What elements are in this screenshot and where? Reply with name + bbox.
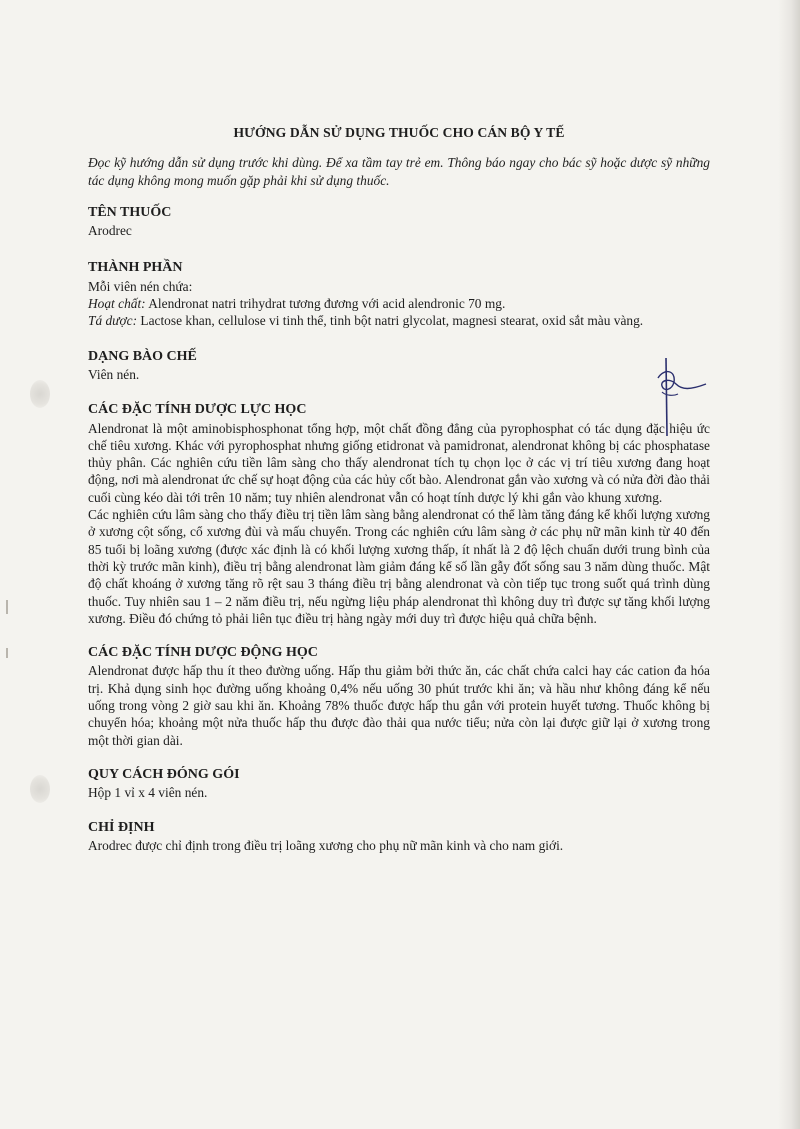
heading-duoc-dong-hoc: CÁC ĐẶC TÍNH DƯỢC ĐỘNG HỌC [88, 645, 318, 661]
document-title: HƯỚNG DẪN SỬ DỤNG THUỐC CHO CÁN BỘ Y TẾ [233, 125, 565, 140]
heading-ten-thuoc: TÊN THUỐC [88, 204, 172, 220]
excipients [88, 312, 710, 329]
heading-chi-dinh: CHỈ ĐỊNH [88, 819, 155, 835]
heading-thanh-phan: THÀNH PHẦN [88, 260, 183, 276]
heading-dang-bao-che: DẠNG BÀO CHẾ [88, 348, 197, 364]
active-ingredient-label: Hoạt chất: [88, 296, 146, 312]
excipients-text: Lactose khan, cellulose vi tinh thể, tinh bột natri glycolat, magnesi stearat, oxid sắt màu vàng. [137, 313, 644, 329]
punch-hole [30, 380, 50, 408]
indications: Arodrec được chỉ định trong điều trị loãng xương cho phụ nữ mãn kinh và cho nam giới. [88, 837, 564, 853]
scan-mark [6, 600, 8, 614]
pharmacodynamics-p1: Alendronat là một aminobisphosphonat tổng hợp, một chất đồng đẳng của pyrophosphat có tác dụng đặc hiệu ức chế tiêu xương. Khác với pyrophosphat nhưng giống etidronat và pamidronat, alendronat không bị các phosphatase thủy phân. Các nghiên cứu tiền lâm sàng cho thấy alendronat tích tụ chọn lọc ở các vị trí tiêu xương đang hoạt động, nơi mà alendronat ức chế sự hoạt động của các hủy cốt bào. Alendronat gắn vào xương và có nửa đời đào thải cuối cùng kéo dài tới trên 10 năm; tuy nhiên alendronat vẫn có hoạt tính dược lý khi gắn vào khung xương. [88, 420, 710, 505]
dosage-form: Viên nén. [88, 366, 140, 382]
punch-hole [30, 775, 50, 803]
active-ingredient-text: Alendronat natri trihydrat tương đương với acid alendronic 70 mg. [145, 296, 506, 312]
active-ingredient [88, 295, 710, 312]
pharmacokinetics: Alendronat được hấp thu ít theo đường uống. Hấp thu giảm bởi thức ăn, các chất chứa calci hay các cation đa hóa trị. Khả dụng sinh học đường uống khoảng 0,4% nếu uống 30 phút trước khi ăn; và hầu như không đáng kể nếu uống trong vòng 2 giờ sau khi ăn. Khoảng 78% thuốc được hấp thu gắn với protein huyết tương. Thuốc không bị chuyển hóa; khoảng một nửa thuốc hấp thu được đào thải qua nước tiểu; nửa còn lại được giữ lại ở xương trong một thời gian dài. [88, 663, 710, 748]
heading-quy-cach: QUY CÁCH ĐÓNG GÓI [88, 766, 240, 782]
pharmacodynamics-p2: Các nghiên cứu lâm sàng cho thấy điều trị tiền lâm sàng bằng alendronat có thể làm tăng đáng kể khối lượng xương ở xương cột sống, cổ xương đùi và mấu chuyển. Trong các nghiên cứu lâm sàng ở các phụ nữ mãn kinh từ 40 đến 85 tuổi bị loãng xương (được xác định là có khối lượng xương thấp, ít nhất là 2 độ lệch chuẩn dưới trung bình của thời kỳ trước mãn kinh), điều trị bằng alendronat làm giảm đáng kể số lần gẫy đốt sống sau 3 năm dùng thuốc. Mật độ chất khoáng ở xương tăng rõ rệt sau 3 tháng điều trị bằng alendronat và còn tiếp tục trong suốt quá trình dùng thuốc. Tuy nhiên sau 1 – 2 năm điều trị, nếu ngừng liệu pháp alendronat thì không duy trì được sự tăng khối lượng xương. Điều đó chứng tỏ phải liên tục điều trị hàng ngày mới duy trì được hiệu quả chữa bệnh. [88, 507, 710, 626]
scan-mark [6, 648, 8, 658]
heading-duoc-luc-hoc: CÁC ĐẶC TÍNH DƯỢC LỰC HỌC [88, 402, 307, 418]
page-edge-shadow [778, 0, 800, 1129]
drug-name: Arodrec [88, 223, 132, 239]
packaging: Hộp 1 vỉ x 4 viên nén. [88, 785, 208, 801]
warning-note: Đọc kỹ hướng dẫn sử dụng trước khi dùng. Để xa tầm tay trẻ em. Thông báo ngay cho bác sỹ hoặc dược sỹ những tác dụng không mong muốn gặp phải khi sử dụng thuốc. [88, 155, 710, 188]
composition-intro: Mỗi viên nén chứa: [88, 278, 193, 294]
excipients-label: Tá dược: [88, 313, 138, 329]
document-content [88, 124, 710, 854]
